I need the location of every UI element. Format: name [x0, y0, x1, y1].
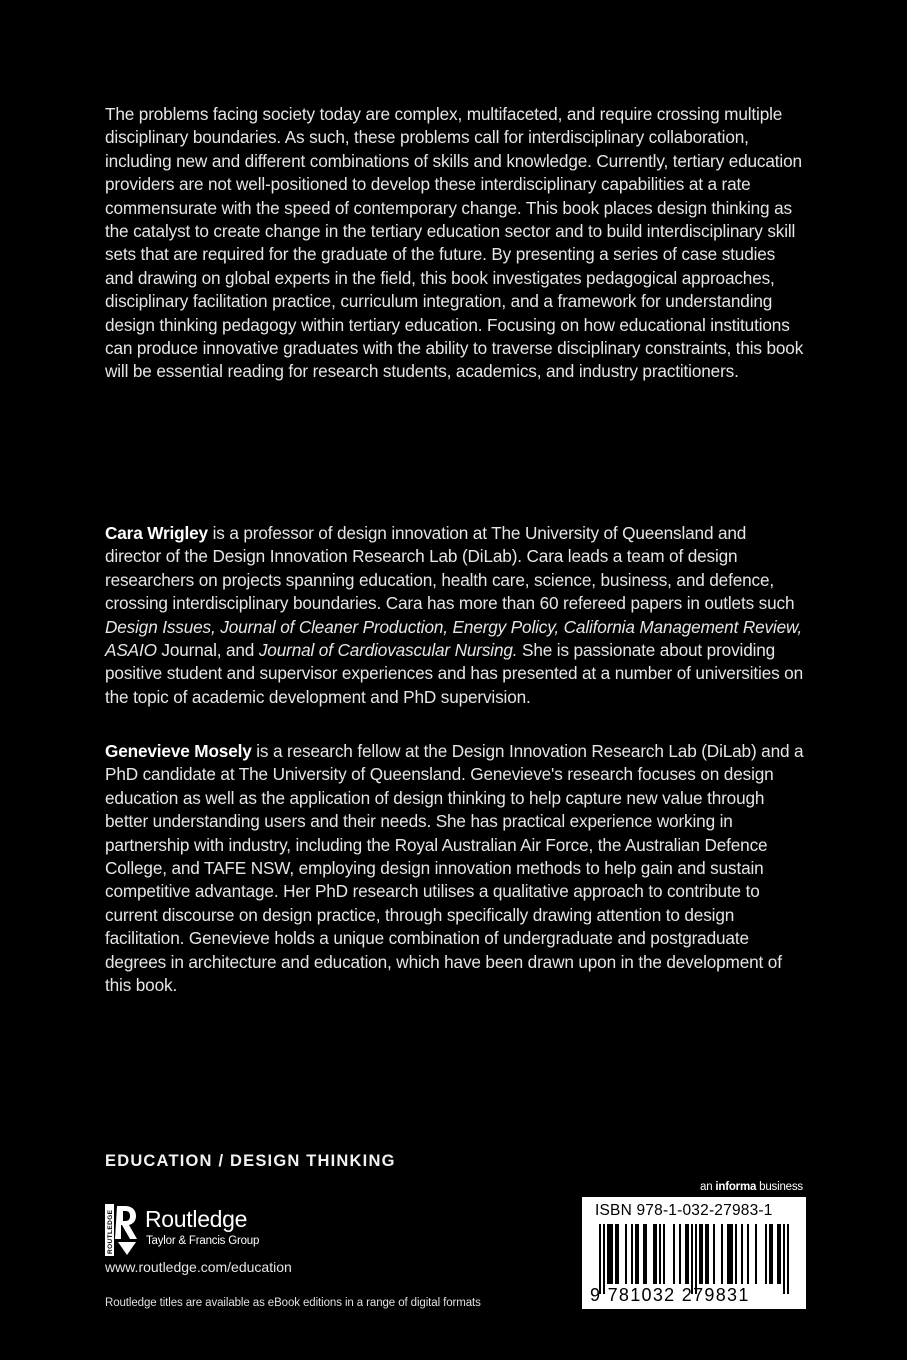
- logo-vertical-text: ROUTLEDGE: [107, 1209, 114, 1254]
- barcode-bar: [635, 1224, 637, 1284]
- barcode-bar: [625, 1224, 627, 1284]
- barcode-bar: [735, 1224, 737, 1284]
- journal-name: Journal of Cardiovascular Nursing.: [258, 640, 518, 661]
- author-bio-text: She is passionate about providing positive student and supervisor experiences and has presented at a number of universities on the topic of academic development and PhD supervision.: [105, 640, 803, 707]
- isbn-barcode: [582, 1197, 806, 1309]
- barcode-bar: [777, 1224, 779, 1284]
- barcode-bar: [599, 1224, 601, 1294]
- barcode-bar: [655, 1224, 657, 1284]
- informa-business-tagline: [700, 1181, 803, 1193]
- barcode-bar: [699, 1224, 701, 1284]
- barcode-digits: 9 781032 279831: [590, 1285, 750, 1305]
- barcode-bar: [713, 1224, 715, 1284]
- barcode-bar: [615, 1224, 617, 1284]
- barcode-bar: [611, 1224, 613, 1284]
- publisher-name: Routledge: [145, 1206, 248, 1232]
- informa-brand: informa: [715, 1181, 757, 1193]
- publisher-group: Taylor & Francis Group: [146, 1235, 260, 1247]
- barcode-bar: [659, 1224, 661, 1284]
- barcode-bar: [707, 1224, 709, 1284]
- publisher-url[interactable]: www.routledge.com/education: [105, 1259, 292, 1275]
- barcode-bar: [721, 1224, 723, 1284]
- barcode-bar: [731, 1224, 733, 1284]
- barcode-bar: [755, 1224, 757, 1284]
- barcode-bar: [603, 1224, 605, 1294]
- barcode-bar: [679, 1224, 681, 1284]
- barcode-bar: [673, 1224, 675, 1284]
- barcode-bar: [653, 1224, 655, 1284]
- barcode-bar: [783, 1224, 785, 1294]
- barcode-bar: [771, 1224, 773, 1284]
- barcode-bar: [701, 1224, 703, 1284]
- barcode-bar: [685, 1224, 687, 1284]
- barcode-bar: [765, 1224, 767, 1284]
- author-bio-text: is a research fellow at the Design Innovation Research Lab (DiLab) and a PhD candidate at The University of Queensland. Genevieve's research focuses on design education as well as the application of design thinking to help capture new value through better understanding users and their needs. She has practical experience working in partnership with industry, including the Royal Australian Air Force, the Australian Defence College, and TAFE NSW, employing design innovation methods to help gain and sustain competitive advantage. Her PhD research utilises a qualitative approach to contribute to current discourse on design practice, through specifically drawing attention to design facilitation. Genevieve holds a unique combination of undergraduate and postgraduate degrees in architecture and education, which have been drawn upon in the development of this book.: [105, 741, 804, 996]
- barcode-bar: [687, 1224, 689, 1284]
- barcode-bar: [617, 1224, 619, 1284]
- journal-list: Design Issues, Journal of Cleaner Production, Energy Policy, California Management Review, ASAIO: [105, 616, 802, 661]
- barcode-bar: [637, 1224, 639, 1284]
- back-cover-blurb: [105, 103, 805, 384]
- barcode-bar: [769, 1224, 771, 1284]
- barcode-bar: [741, 1224, 743, 1284]
- author-name: Cara Wrigley: [105, 523, 208, 543]
- routledge-logo-mark-icon: [105, 1204, 137, 1256]
- ebook-note: Routledge titles are available as eBook editions in a range of digital formats: [105, 1297, 481, 1309]
- informa-suffix: business: [756, 1181, 803, 1193]
- informa-prefix: an: [700, 1181, 716, 1193]
- author-bio-cara-wrigley: [105, 522, 805, 709]
- author-name: Genevieve Mosely: [105, 741, 252, 761]
- barcode-bar: [727, 1224, 729, 1284]
- barcode-bar: [609, 1224, 611, 1284]
- barcode-bar: [607, 1224, 609, 1284]
- author-bio-text: Journal, and: [156, 640, 259, 661]
- barcode-bar: [695, 1224, 697, 1294]
- barcode-bar: [729, 1224, 731, 1284]
- blurb-text: The problems facing society today are complex, multifaceted, and require crossing multiple disciplinary boundaries. As such, these problems call for interdisciplinary collaboration, including new and different combinations of skills and knowledge. Currently, tertiary education providers are not well-positioned to develop these interdisciplinary capabilities at a rate commensurate with the speed of contemporary change. This book places design thinking as the catalyst to create change in the tertiary education sector and to build interdisciplinary skill sets that are required for the graduate of the future. By presenting a series of case studies and drawing on global experts in the field, this book investigates pedagogical approaches, disciplinary facilitation practice, curriculum integration, and a framework for understanding design thinking pedagogy within tertiary education. Focusing on how educational institutions can produce innovative graduates with the ability to traverse disciplinary constraints, this book will be essential reading for research students, academics, and industry practitioners.: [105, 104, 804, 382]
- routledge-logo: [105, 1204, 305, 1256]
- barcode-bar: [663, 1224, 665, 1284]
- subject-category: EDUCATION / DESIGN THINKING: [105, 1152, 396, 1170]
- barcode-bar: [691, 1224, 693, 1294]
- barcode-bar: [779, 1224, 781, 1284]
- barcode-bar: [645, 1224, 647, 1284]
- barcode-bar: [705, 1224, 707, 1284]
- isbn-label: ISBN 978-1-032-27983-1: [595, 1202, 773, 1219]
- barcode-bar: [747, 1224, 749, 1284]
- author-bio-genevieve-mosely: [105, 740, 805, 997]
- barcode-bar: [643, 1224, 645, 1284]
- author-bio-text: is a professor of design innovation at The University of Queensland and director of the Design Innovation Research Lab (DiLab). Cara leads a team of design researchers on projects spanning education, health care, science, business, and defence, crossing interdisciplinary boundaries. Cara has more than 60 refereed papers in outlets such: [105, 523, 795, 614]
- barcode-bar: [787, 1224, 789, 1294]
- barcode-bar: [631, 1224, 633, 1284]
